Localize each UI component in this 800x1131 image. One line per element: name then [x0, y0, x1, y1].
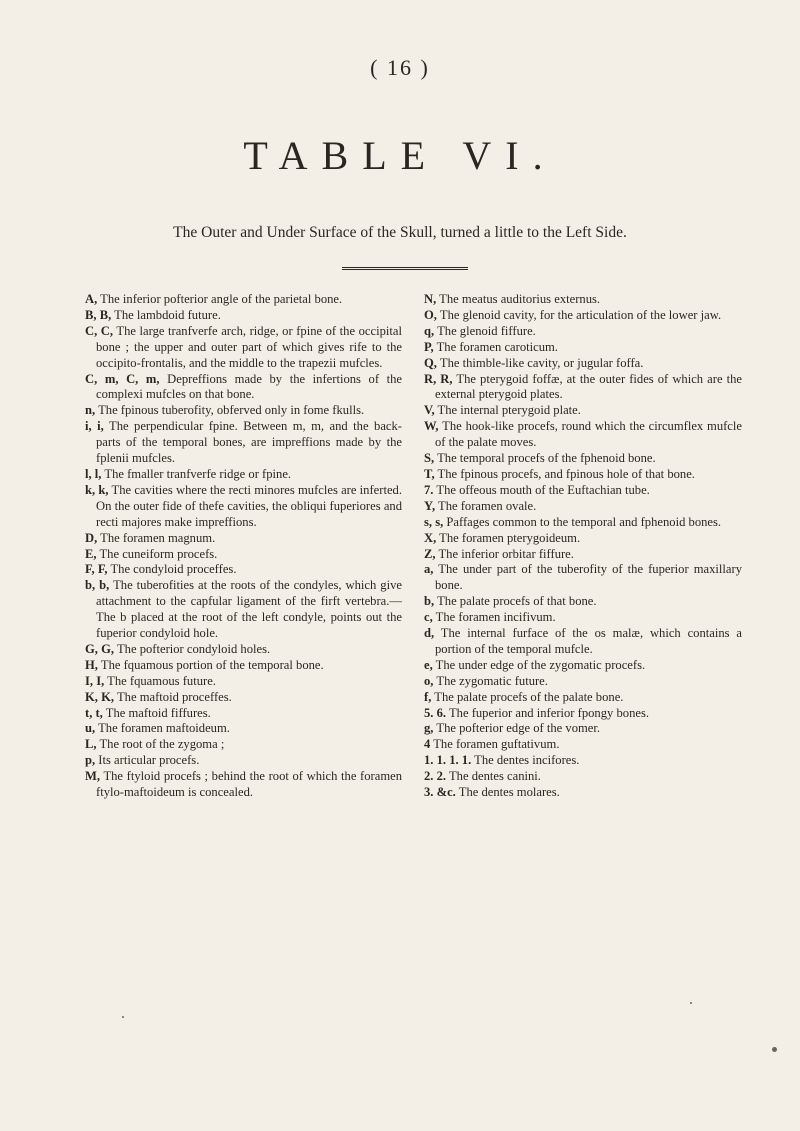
left-entry	[85, 690, 402, 706]
left-entry	[85, 308, 402, 324]
ornamental-rule	[342, 267, 468, 270]
left-entry	[85, 578, 402, 642]
entry-key: D,	[85, 530, 98, 545]
left-entry	[85, 467, 402, 483]
entry-text: The glenoid cavity, for the articulation of the lower jaw.	[436, 307, 722, 322]
entry-key: C, m, C, m,	[85, 371, 160, 386]
entry-key: 3. &c.	[424, 785, 456, 800]
entry-text: The pofterior edge of the vomer.	[433, 721, 601, 736]
entry-text: The temporal procefs of the fphenoid bone.	[434, 451, 656, 466]
entry-text: The fpinous procefs, and fpinous hole of that bone.	[434, 466, 695, 481]
entry-key: Q,	[424, 355, 437, 370]
entry-key: e,	[424, 657, 433, 672]
entry-key: P,	[424, 339, 434, 354]
entry-key: X,	[424, 530, 437, 545]
left-entry	[85, 721, 402, 737]
entry-key: b,	[424, 594, 435, 609]
entry-key: u,	[85, 721, 96, 736]
entry-text: The palate procefs of that bone.	[434, 594, 597, 609]
left-entry	[85, 403, 402, 419]
right-entry	[424, 483, 742, 499]
entry-key: O,	[424, 307, 437, 322]
right-entry	[424, 451, 742, 467]
entry-key: k, k,	[85, 482, 109, 497]
entry-key: 7.	[424, 482, 434, 497]
entry-text: The root of the zygoma ;	[96, 737, 225, 752]
entry-key: q,	[424, 323, 435, 338]
entry-text: The dentes molares.	[455, 785, 560, 800]
right-entry	[424, 356, 742, 372]
entry-key: A,	[85, 292, 98, 306]
right-column	[424, 292, 742, 801]
entry-key: N,	[424, 292, 437, 306]
right-entry	[424, 769, 742, 785]
entry-text: The fpinous tuberofity, obferved only in fome fkulls.	[95, 403, 365, 418]
entry-text: The inferior orbitar fiffure.	[435, 546, 574, 561]
entry-text: The foramen magnum.	[97, 530, 216, 545]
entry-key: S,	[424, 451, 435, 466]
entry-key: i, i,	[85, 419, 104, 434]
right-entry	[424, 610, 742, 626]
entry-text: The fquamous future.	[104, 673, 216, 688]
entry-key: 2. 2.	[424, 769, 447, 784]
entry-text: The foramen maftoideum.	[95, 721, 230, 736]
entry-key: L,	[85, 737, 97, 752]
entry-text: The offeous mouth of the Euftachian tube.	[433, 482, 650, 497]
right-entry	[424, 626, 742, 658]
entry-key: F, F,	[85, 562, 108, 577]
right-entry	[424, 547, 742, 563]
entry-key: c,	[424, 610, 433, 625]
left-entry	[85, 562, 402, 578]
right-entry	[424, 515, 742, 531]
left-entry	[85, 737, 402, 753]
left-entry	[85, 419, 402, 467]
right-entry	[424, 372, 742, 404]
entry-text: The hook-like procefs, round which the circumflex mufcle of the palate moves.	[435, 419, 742, 450]
right-entry	[424, 403, 742, 419]
entry-key: o,	[424, 673, 434, 688]
right-entry	[424, 562, 742, 594]
left-entry	[85, 642, 402, 658]
entry-text: The glenoid fiffure.	[434, 323, 536, 338]
entry-text: The foramen incifivum.	[432, 610, 556, 625]
right-entry	[424, 340, 742, 356]
right-entry	[424, 324, 742, 340]
entry-text: The ftyloid procefs ; behind the root of which the foramen ftylo-maftoideum is concealed.	[96, 769, 402, 800]
right-entry	[424, 753, 742, 769]
entry-key: l, l,	[85, 466, 102, 481]
entry-key: B, B,	[85, 307, 112, 322]
page-number: ( 16 )	[370, 55, 430, 80]
entry-text: The pofterior condyloid holes.	[114, 641, 271, 656]
entry-text: The meatus auditorius externus.	[436, 292, 601, 306]
right-entry	[424, 499, 742, 515]
entry-text: The cavities where the recti minores mufcles are inferted. On the outer fide of thefe cavities, the obliqui fuperiores and recti majores make impreffions.	[96, 482, 402, 529]
entry-key: R, R,	[424, 371, 453, 386]
left-entry	[85, 658, 402, 674]
left-entry	[85, 753, 402, 769]
entry-text: The thimble-like cavity, or jugular foffa.	[436, 355, 644, 370]
entry-key: E,	[85, 546, 97, 561]
entry-text: The cuneiform procefs.	[96, 546, 218, 561]
left-entry	[85, 674, 402, 690]
entry-text: The foramen pterygoideum.	[436, 530, 581, 545]
entry-text: The perpendicular fpine. Between m, m, and the back-parts of the temporal bones, are impreffions made by the fplenii mufcles.	[96, 419, 402, 466]
entry-key: W,	[424, 419, 439, 434]
entry-text: The internal furface of the os malæ, which contains a portion of the temporal mufcle.	[434, 626, 742, 656]
entry-key: b, b,	[85, 578, 110, 593]
entry-text: The pterygoid foffæ, at the outer fides of which are the external pterygoid plates.	[435, 371, 742, 402]
right-entry	[424, 292, 742, 308]
entry-text: The internal pterygoid plate.	[434, 403, 581, 418]
entry-key: f,	[424, 689, 432, 704]
entry-key: G, G,	[85, 641, 115, 656]
entry-text: The dentes incifores.	[471, 753, 580, 768]
entry-text: The fuperior and inferior fpongy bones.	[446, 705, 650, 720]
entry-text: Depreffions made by the infertions of the complexi mufcles on that bone.	[96, 371, 402, 402]
left-entry	[85, 706, 402, 722]
entry-key: I, I,	[85, 673, 105, 688]
right-entry	[424, 690, 742, 706]
entry-text: The maftoid proceffes.	[114, 689, 232, 704]
right-entry	[424, 737, 742, 753]
entry-text: The zygomatic future.	[433, 673, 548, 688]
table-subtitle: The Outer and Under Surface of the Skull, turned a little to the Left Side.	[173, 224, 627, 241]
entry-key: K, K,	[85, 689, 115, 704]
entry-key: M,	[85, 769, 101, 784]
entry-text: Paffages common to the temporal and fphenoid bones.	[443, 514, 722, 529]
entry-text: The fmaller tranfverfe ridge or fpine.	[101, 466, 292, 481]
entry-key: H,	[85, 657, 98, 672]
entry-text: The foramen ovale.	[435, 498, 537, 513]
entry-text: The lambdoid future.	[111, 307, 221, 322]
entry-text: The under edge of the zygomatic procefs.	[432, 657, 646, 672]
entry-key: s, s,	[424, 514, 444, 529]
right-entry	[424, 308, 742, 324]
entry-key: Z,	[424, 546, 436, 561]
entry-text: The maftoid fiffures.	[102, 705, 211, 720]
entry-key: a,	[424, 562, 434, 577]
entry-text: The palate procefs of the palate bone.	[431, 689, 624, 704]
left-entry	[85, 372, 402, 404]
entry-key: d,	[424, 626, 435, 641]
entry-key: Y,	[424, 498, 436, 513]
entry-text: Its articular procefs.	[95, 753, 200, 768]
table-title: TABLE VI.	[243, 133, 557, 178]
entry-key: n,	[85, 403, 96, 418]
entry-text: The inferior pofterior angle of the parietal bone.	[97, 292, 343, 306]
left-entry	[85, 531, 402, 547]
left-column	[85, 292, 402, 801]
entry-key: 1. 1. 1. 1.	[424, 753, 472, 768]
right-entry	[424, 467, 742, 483]
entry-text: The foramen guftativum.	[430, 737, 560, 752]
entry-key: g,	[424, 721, 434, 736]
entry-text: The dentes canini.	[446, 769, 541, 784]
paper-speck	[122, 1016, 124, 1018]
entry-key: t, t,	[85, 705, 103, 720]
entry-text: The fquamous portion of the temporal bone.	[97, 657, 324, 672]
left-entry	[85, 324, 402, 372]
right-entry	[424, 721, 742, 737]
right-entry	[424, 658, 742, 674]
left-entry	[85, 769, 402, 801]
left-entry	[85, 547, 402, 563]
right-entry	[424, 419, 742, 451]
right-entry	[424, 531, 742, 547]
paper-speck	[690, 1002, 692, 1004]
entry-text: The tuberofities at the roots of the condyles, which give attachment to the capfular ligament of the firft vertebra.—The b placed at the root of the left condyle, points out the fuperior condyloid hole.	[96, 578, 402, 641]
paper-speck	[772, 1047, 777, 1052]
entry-key: T,	[424, 466, 435, 481]
right-entry	[424, 594, 742, 610]
right-entry	[424, 706, 742, 722]
left-entry	[85, 292, 402, 308]
entry-text: The large tranfverfe arch, ridge, or fpine of the occipital bone ; the upper and outer part of which gives rife to the occipito-frontalis, and the middle to the trapezii mufcles.	[96, 323, 402, 370]
right-entry	[424, 785, 742, 801]
right-entry	[424, 674, 742, 690]
entry-key: 5. 6.	[424, 705, 447, 720]
entry-key: V,	[424, 403, 435, 418]
entry-text: The under part of the tuberofity of the fuperior maxillary bone.	[433, 562, 742, 593]
entry-key: C, C,	[85, 323, 114, 338]
entry-key: 4	[424, 737, 431, 752]
entry-text: The foramen caroticum.	[433, 339, 558, 354]
entry-text: The condyloid proceffes.	[107, 562, 237, 577]
entry-key: p,	[85, 753, 96, 768]
left-entry	[85, 483, 402, 531]
